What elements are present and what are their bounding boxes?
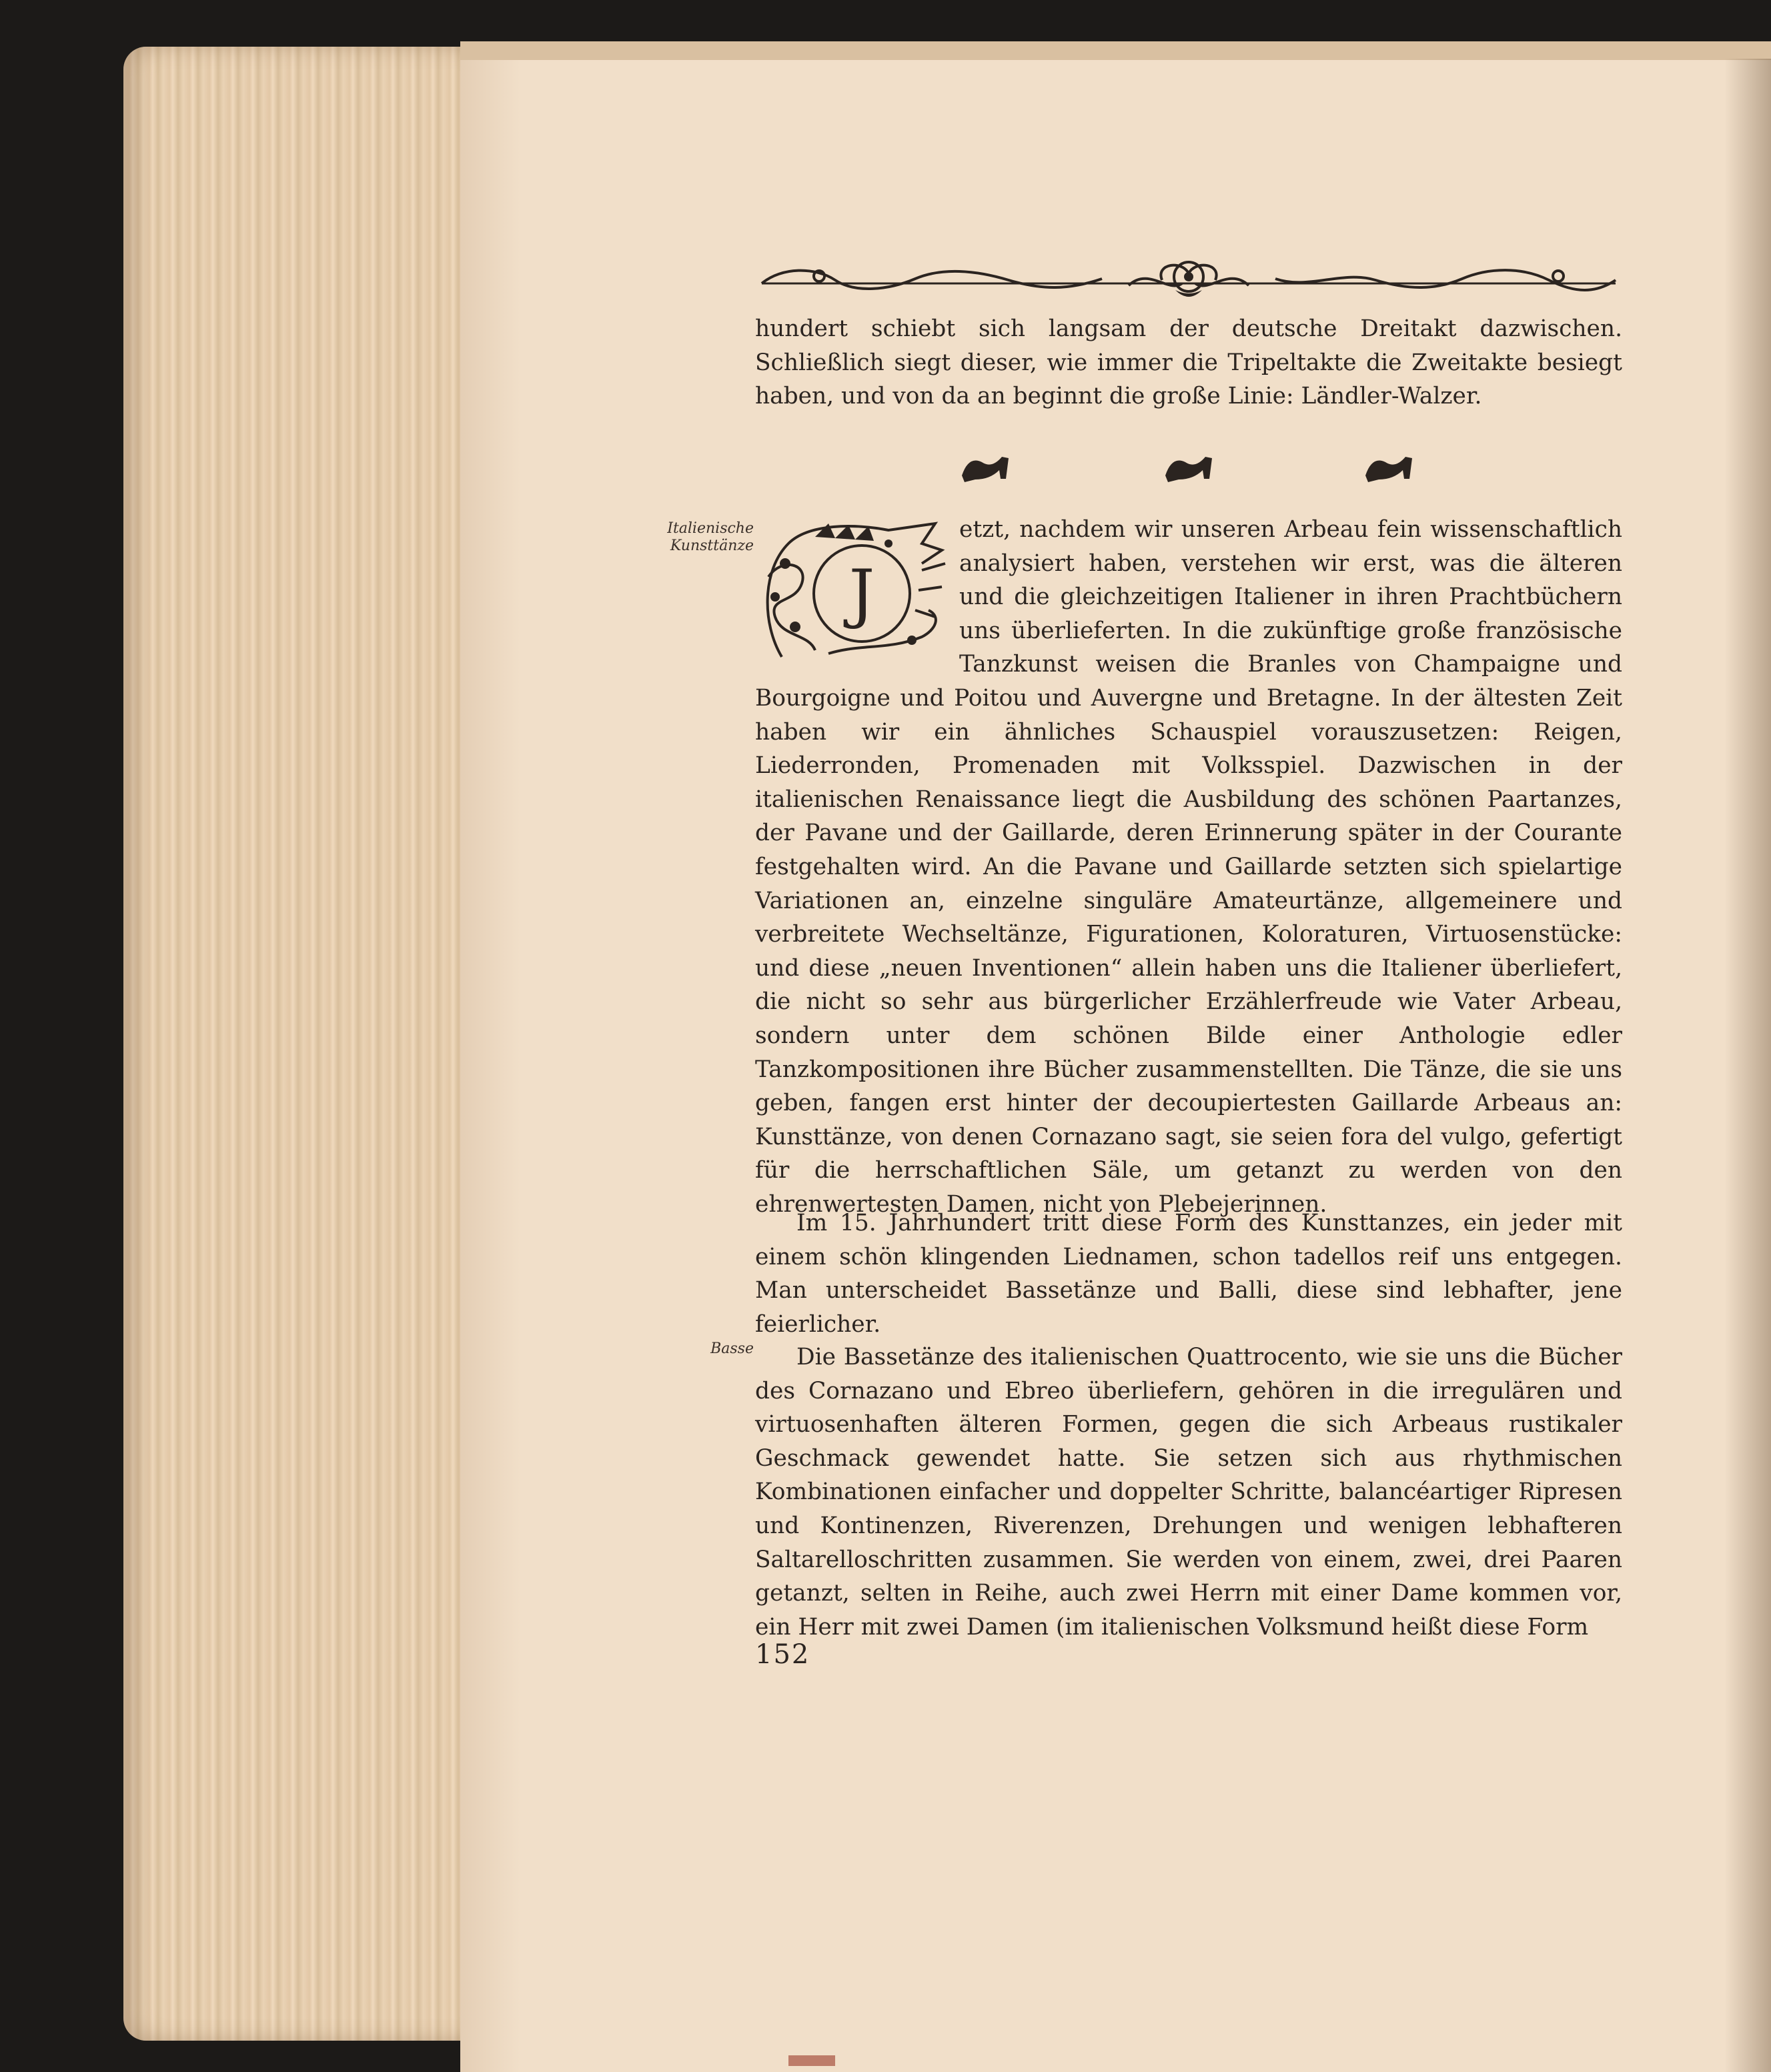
dropcap-ornament <box>755 517 950 662</box>
gutter-shadow <box>1724 59 1771 2072</box>
shoe-icon-3 <box>1365 457 1412 482</box>
headpiece-ornament <box>755 253 1622 307</box>
margin-note-kunsttaenze: Italienische Kunsttänze <box>667 520 754 554</box>
shoe-ornaments <box>955 449 1422 489</box>
kunsttaenze-paragraph <box>755 513 1622 1221</box>
jahrhundert-paragraph-text: Im 15. Jahrhundert tritt diese Form des Kunsttanzes, ein jeder mit einem schön klingenden Liednamen, schon tadellos reif uns entgegen. Man unterscheidet Bassetänze und Balli, diese sind lebhafter, jene feierlicher. <box>755 1210 1622 1338</box>
basse-paragraph-text: Die Bassetänze des italienischen Quattrocento, wie sie uns die Bücher des Cornazano und Ebreo überliefern, gehören in die irregulären und virtuosenhaften älteren Formen, gegen die sich Arbeaus rustikaler Geschmack gewendet hatte. Sie setzen sich aus rhythmischen Kombinationen einfacher und doppelter Schritte, balancéartiger Ripresen und Kontinenzen, Riverenzen, Drehungen und wenigen lebhafteren Saltarelloschritten zusammen. Sie werden von einem, zwei, drei Paaren getanzt, selten in Reihe, auch zwei Herrn mit einer Dame kommen vor, ein Herr mit zwei Damen (im italienischen Volksmund heißt diese Form <box>755 1344 1622 1641</box>
margin-note-basse: Basse <box>710 1340 754 1357</box>
bookmark-ribbon <box>788 2055 835 2066</box>
jahrhundert-paragraph <box>755 1206 1622 1341</box>
intro-paragraph <box>755 312 1622 413</box>
dropcap-letter: J <box>848 556 875 631</box>
shoe-icon-1 <box>962 457 1009 482</box>
page-number: 152 <box>755 1639 810 1670</box>
basse-paragraph <box>755 1340 1622 1644</box>
intro-paragraph-text: hundert schiebt sich langsam der deutsche Dreitakt dazwischen. Schließlich siegt dieser, wie immer die Tripeltakte die Zweitakte besiegt haben, und von da an beginnt die große Linie: Ländler-Walzer. <box>755 315 1622 410</box>
page-block-edges <box>123 47 470 2041</box>
page-top-edge <box>460 41 1771 60</box>
kunsttaenze-paragraph-text: etzt, nachdem wir unseren Arbeau fein wissenschaftlich analysiert haben, verstehen wir erst, was die älteren und die gleichzeitigen Italiener in ihren Prachtbüchern uns überlieferten. In die zukünftige große französische Tanzkunst weisen die Branles von Champaigne und Bourgoigne und Poitou und Auvergne und Bretagne. In der ältesten Zeit haben wir ein ähnliches Schauspiel vorauszusetzen: Reigen, Liederronden, Promenaden mit Volksspiel. Dazwischen in der italienischen Renaissance liegt die Ausbildung des schönen Paartanzes, der Pavane und der Gaillarde, deren Erinnerung später in der Courante festgehalten wird. An die Pavane und Gaillarde setzten sich spielartige Variationen an, einzelne singuläre Amateurtänze, allgemeinere und verbreitete Wechseltänze, Figurationen, Koloraturen, Virtuosenstücke: und diese „neuen Inventionen“ allein haben uns die Italiener überliefert, die nicht so sehr aus bürgerlicher Erzählerfreude wie Vater Arbeau, sondern unter dem schönen Bilde einer Anthologie edler Tanzkompositionen ihre Bücher zusammenstellten. Die Tänze, die sie uns geben, fangen erst hinter der decoupiertesten Gaillarde Arbeaus an: Kunsttänze, von denen Cornazano sagt, sie seien fora del vulgo, gefertigt für die herrschaftlichen Säle, um getanzt zu werden von den ehrenwertesten Damen, nicht von Plebejerinnen. <box>755 516 1622 1218</box>
shoe-icon-2 <box>1165 457 1212 482</box>
